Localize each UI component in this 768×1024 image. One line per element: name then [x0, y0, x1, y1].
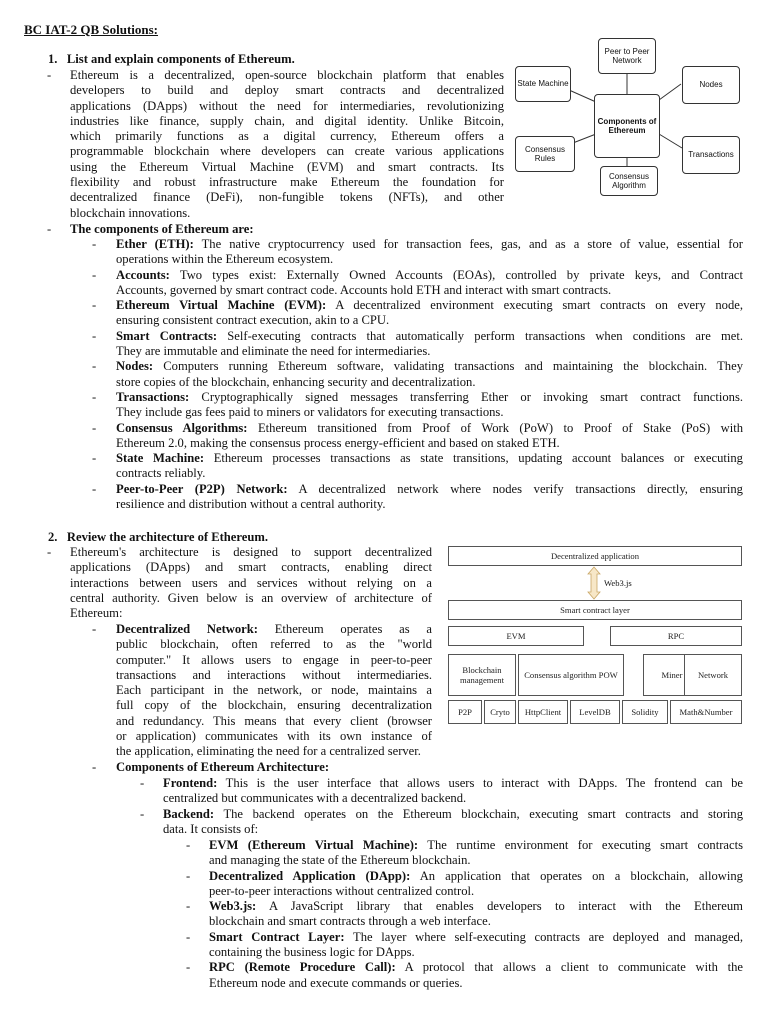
text-line: applications (DApps) and smart contracts, enabling direct [70, 560, 432, 575]
node-transactions: Transactions [682, 136, 740, 174]
text-line: Ethereum is a decentralized, open-source blockchain platform that enables [70, 68, 504, 82]
module-box: Cryto [484, 700, 516, 724]
smart-contract-layer-box: Smart contract layer [448, 600, 742, 620]
text-line: flexibility and robust infrastructure make Ethereum the foundation for [70, 175, 504, 190]
blockchain-management-box: Blockchain management [448, 654, 516, 696]
evm-box: EVM [448, 626, 584, 646]
text-line: Ethereum's architecture is designed to support decentralized [70, 545, 432, 559]
module-box: HttpClient [518, 700, 568, 724]
text-line: ensuring consistent contract execution, akin to a CPU. [116, 313, 390, 328]
dapp-box: Decentralized application [448, 546, 742, 566]
backend-item: - Smart Contract Layer: The layer where self-executing contracts are deployed and managed, containing the business logic for DApps. [186, 929, 744, 960]
text-line: Peer-to-Peer (P2P) Network: A decentralized network where nodes verify transactions directly, ensuring [116, 481, 743, 496]
text-line: computer." It allows users to engage in peer-to-peer [116, 652, 432, 667]
term: Decentralized Network: [116, 622, 258, 636]
text-line: and managing the state of the Ethereum blockchain. [209, 853, 471, 868]
text-line: blockchain innovations. [70, 205, 191, 220]
term: Ether (ETH): [116, 237, 194, 251]
module-box: Solidity [622, 700, 668, 724]
text-line: Nodes: Computers running Ethereum software, validating transactions and maintaining the blockchain. They [116, 359, 743, 374]
component-item: - Transactions: Cryptographically signed messages transferring Ether or invoking smart contract functions. They include gas fees paid to miners or validators for executing transactions. [92, 389, 743, 420]
text-line: State Machine: Ethereum processes transactions as state transitions, updating account balances or executing [116, 451, 743, 466]
module-box: LevelDB [570, 700, 620, 724]
text-line: Ethereum Virtual Machine (EVM): A decentralized environment executing smart contracts on every node, [116, 298, 743, 313]
term: Transactions: [116, 389, 190, 404]
term: Backend: [163, 807, 215, 821]
web3-label: Web3.js [604, 578, 632, 588]
backend-item: - RPC (Remote Procedure Call): A protocol that allows a client to communicate with the Ethereum node and execute commands or queries. [186, 960, 743, 990]
term: Accounts: [116, 267, 170, 282]
text-line: containing the business logic for DApps. [209, 945, 415, 960]
architecture-diagram [448, 546, 742, 726]
text-line: data. It consists of: [163, 822, 259, 837]
text-line: Decentralized Network: Ethereum operates as a [116, 622, 432, 636]
text-line: Ethereum: [70, 606, 123, 621]
backend-item: - Decentralized Application (DApp): An application that operates on a blockchain, allowing peer-to-peer interactions without centralized control. [186, 868, 743, 898]
text-line: RPC (Remote Procedure Call): A protocol that allows a client to communicate with the [209, 960, 743, 975]
text-line: developers to build and deploy smart contracts and decentralized [70, 83, 504, 98]
text-line: central authority. Given below is an overview of architecture of [70, 590, 432, 605]
component-item: - Nodes: Computers running Ethereum software, validating transactions and maintaining the blockchain. They store copies of the blockchain, enhancing security and decentralization. [92, 359, 743, 389]
text-line: industries like finance, supply chain, and digital identity. Unlike Bitcoin, [70, 113, 504, 128]
term: RPC (Remote Procedure Call): [209, 960, 396, 975]
backend-item: - Web3.js: A JavaScript library that enables developers to interact with the Ethereum blockchain and smart contracts through a web interface. [186, 899, 743, 929]
text-line: Decentralized Application (DApp): An application that operates on a blockchain, allowing [209, 868, 743, 883]
term: Consensus Algorithms: [116, 420, 248, 435]
backend-item: - EVM (Ethereum Virtual Machine): The runtime environment for executing smart contracts and managing the state of the Ethereum blockchain. [186, 838, 743, 868]
text-line: Smart Contracts: Self-executing contracts that automatically perform transactions when conditions are met. [116, 328, 743, 343]
node-consensus-rules: Consensus Rules [515, 136, 575, 172]
text-line: Accounts: Two types exist: Externally Owned Accounts (EOAs), controlled by private keys, and Contract [116, 267, 743, 282]
backend-items-list [186, 838, 743, 991]
term: EVM (Ethereum Virtual Machine): [209, 838, 419, 852]
node-components-center: Components of Ethereum [594, 94, 660, 158]
term: Ethereum Virtual Machine (EVM): [116, 298, 327, 313]
node-nodes: Nodes [682, 66, 740, 104]
text-line: Frontend: This is the user interface that allows users to interact with DApps. The frontend can be [163, 776, 743, 790]
q1-heading: 1. List and explain components of Ethereum. [48, 52, 295, 66]
text-line: Web3.js: A JavaScript library that enables developers to interact with the Ethereum [209, 899, 743, 914]
text-line: Ethereum node and execute commands or queries. [209, 975, 463, 990]
term: Smart Contract Layer: [209, 929, 345, 944]
text-line: contracts reliably. [116, 466, 206, 481]
text-line: the application, eliminating the need for a centralized server. [116, 744, 421, 759]
text-line: blockchain and smart contracts through a web interface. [209, 914, 491, 929]
node-peer-to-peer: Peer to Peer Network [598, 38, 656, 74]
text-line: operations within the Ethereum ecosystem. [116, 252, 334, 267]
text-line: Each participant in the network, or node, maintains a [116, 683, 432, 698]
backend-item [163, 807, 743, 838]
component-item: - Ether (ETH): The native cryptocurrency used for transaction fees, gas, and as a store of value, essential for operations within the Ethereum ecosystem. [92, 237, 743, 267]
text-line: transactions and interactions without intermediaries. [116, 667, 432, 682]
decentralized-network [116, 622, 432, 760]
term: Smart Contracts: [116, 328, 218, 343]
component-item: - Ethereum Virtual Machine (EVM): A decentralized environment executing smart contracts on every node, ensuring consistent contract execution, akin to a CPU. [92, 298, 743, 328]
term: Decentralized Application (DApp): [209, 868, 411, 883]
q2-intro [70, 545, 432, 621]
text-line: peer-to-peer interactions without centralized control. [209, 883, 475, 898]
text-line: programmable blockchain where developers can create various applications [70, 144, 504, 159]
q1-intro [70, 68, 504, 221]
text-line: Ether (ETH): The native cryptocurrency used for transaction fees, gas, and as a store of value, essential for [116, 237, 743, 251]
q1-components-list [92, 237, 743, 512]
component-item: - Smart Contracts: Self-executing contracts that automatically perform transactions when conditions are met. They are immutable and eliminate the need for intermediaries. [92, 328, 743, 359]
term: Web3.js: [209, 899, 257, 914]
text-line: interactions between users and services without relying on a [70, 575, 432, 590]
consensus-pow-box: Consensus algorithm POW [518, 654, 624, 696]
text-line: Backend: The backend operates on the Ethereum blockchain, executing smart contracts and storing [163, 807, 744, 821]
q2-heading: 2. Review the architecture of Ethereum. [48, 530, 268, 544]
text-line: centralized but communicates with a decentralized backend. [163, 791, 467, 806]
text-line: which primarily functions as a digital currency, Ethereum offers a [70, 129, 504, 144]
text-line: Smart Contract Layer: The layer where self-executing contracts are deployed and managed, [209, 929, 744, 944]
text-line: public blockchain, often referred to as the "world [116, 637, 432, 652]
page-title: BC IAT-2 QB Solutions: [24, 22, 159, 37]
text-line: store copies of the blockchain, enhancing security and decentralization. [116, 374, 476, 389]
miner-box: Miner [643, 654, 701, 696]
web3-arrow [448, 546, 742, 606]
arch-components-heading: Components of Ethereum Architecture: [116, 760, 330, 774]
component-item: - State Machine: Ethereum processes transactions as state transitions, updating account balances or executing contracts reliably. [92, 451, 743, 481]
network-box: Network [684, 654, 742, 696]
text-line: Accounts, governed by smart contract code. Accounts hold ETH and interact with smart contracts. [116, 282, 612, 297]
component-item: - Peer-to-Peer (P2P) Network: A decentralized network where nodes verify transactions directly, ensuring resilience and distribution without a central authority. [92, 481, 743, 512]
node-consensus-algorithm: Consensus Algorithm [600, 166, 658, 196]
text-line: EVM (Ethereum Virtual Machine): The runtime environment for executing smart contracts [209, 838, 743, 852]
q1-components-heading: The components of Ethereum are: [70, 222, 254, 236]
text-line: Consensus Algorithms: Ethereum transitioned from Proof of Work (PoW) to Proof of Stake (PoS) with [116, 420, 744, 435]
text-line: resilience and distribution without a central authority. [116, 497, 386, 512]
term: State Machine: [116, 451, 205, 466]
text-line: decentralized finance (DeFi), non-fungible tokens (NFTs), and other [70, 190, 504, 205]
module-box: P2P [448, 700, 482, 724]
text-line: Transactions: Cryptographically signed messages transferring Ether or invoking smart contract functions. [116, 389, 743, 404]
text-line: or application) communicates with its own instance of [116, 729, 432, 744]
component-item: - Accounts: Two types exist: Externally Owned Accounts (EOAs), controlled by private keys, and Contract Accounts, governed by smart contract code. Accounts hold ETH and interact with smart contracts. [92, 267, 743, 297]
rpc-box: RPC [610, 626, 742, 646]
components-diagram [512, 36, 744, 196]
text-line: full copy of the blockchain, ensuring decentralization [116, 698, 432, 713]
term: Nodes: [116, 359, 154, 374]
frontend-item [163, 776, 743, 807]
text-line: using the Ethereum Virtual Machine (EVM) and smart contracts. Its [70, 159, 504, 174]
text-line: Ethereum 2.0, making the consensus process energy-efficient and based on staked ETH. [116, 435, 560, 450]
node-state-machine: State Machine [515, 66, 571, 102]
term: Frontend: [163, 776, 218, 790]
text-line: They include gas fees paid to miners or validators for executing transactions. [116, 405, 504, 420]
term: Peer-to-Peer (P2P) Network: [116, 481, 288, 496]
module-box: Math&Number [670, 700, 742, 724]
component-item: - Consensus Algorithms: Ethereum transitioned from Proof of Work (PoW) to Proof of Stake (PoS) with Ethereum 2.0, making the consensus process energy-efficient and based on staked ETH. [92, 420, 744, 450]
text-line: applications (DApps) without the need for intermediaries, revolutionizing [70, 98, 504, 113]
text-line: They are immutable and eliminate the need for intermediaries. [116, 344, 431, 359]
text-line: and redundancy. This means that every client (browser [116, 713, 432, 728]
